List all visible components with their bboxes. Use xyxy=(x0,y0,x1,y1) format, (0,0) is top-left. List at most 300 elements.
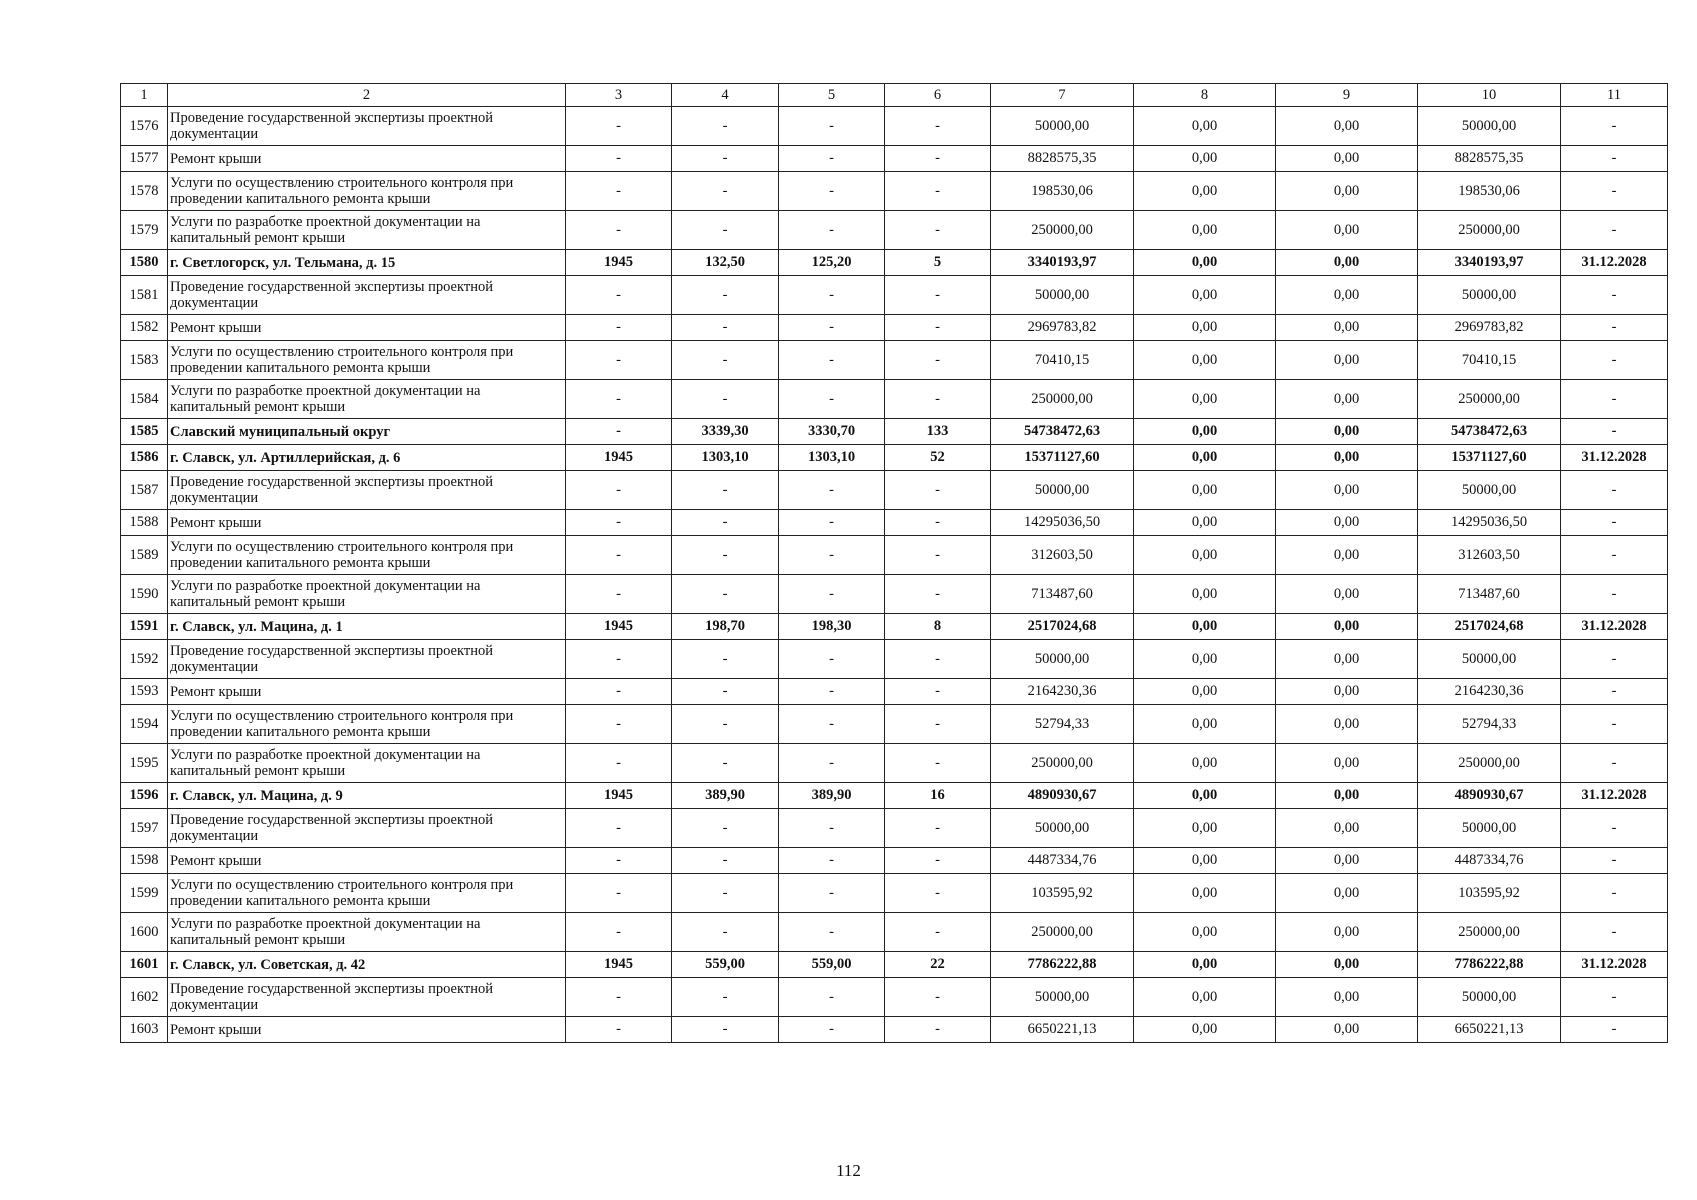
owner-funds-cell: 2517024,68 xyxy=(1418,614,1561,640)
living-area-cell: 1303,10 xyxy=(779,445,885,471)
table-row xyxy=(121,510,1668,536)
column-header: 9 xyxy=(1276,84,1418,107)
owner-funds-cell: 50000,00 xyxy=(1418,809,1561,848)
federal-funds-cell: 0,00 xyxy=(1134,380,1276,419)
completion-date-cell: - xyxy=(1561,640,1668,679)
work-name-cell: Ремонт крыши xyxy=(168,510,566,536)
residents-count-cell: - xyxy=(885,705,991,744)
build-year-cell: - xyxy=(566,744,672,783)
build-year-cell: - xyxy=(566,419,672,445)
total-cost-cell: 50000,00 xyxy=(991,978,1134,1017)
residents-count-cell: 5 xyxy=(885,250,991,276)
living-area-cell: - xyxy=(779,471,885,510)
table-row xyxy=(121,874,1668,913)
total-cost-cell: 4487334,76 xyxy=(991,848,1134,874)
owner-funds-cell: 50000,00 xyxy=(1418,276,1561,315)
regional-funds-cell: 0,00 xyxy=(1276,211,1418,250)
federal-funds-cell: 0,00 xyxy=(1134,1017,1276,1043)
living-area-cell: 125,20 xyxy=(779,250,885,276)
work-name-cell: Услуги по осуществлению строительного контроля при проведении капитального ремонта крыши xyxy=(168,341,566,380)
completion-date-cell: 31.12.2028 xyxy=(1561,445,1668,471)
federal-funds-cell: 0,00 xyxy=(1134,952,1276,978)
federal-funds-cell: 0,00 xyxy=(1134,250,1276,276)
federal-funds-cell: 0,00 xyxy=(1134,874,1276,913)
total-cost-cell: 250000,00 xyxy=(991,380,1134,419)
regional-funds-cell: 0,00 xyxy=(1276,419,1418,445)
living-area-cell: - xyxy=(779,809,885,848)
table-row xyxy=(121,471,1668,510)
work-name-cell: Услуги по осуществлению строительного контроля при проведении капитального ремонта крыши xyxy=(168,705,566,744)
living-area-cell: - xyxy=(779,640,885,679)
total-area-cell: 132,50 xyxy=(672,250,779,276)
row-number-cell: 1578 xyxy=(121,172,168,211)
owner-funds-cell: 50000,00 xyxy=(1418,471,1561,510)
build-year-cell: 1945 xyxy=(566,445,672,471)
completion-date-cell: 31.12.2028 xyxy=(1561,250,1668,276)
completion-date-cell: - xyxy=(1561,419,1668,445)
total-area-cell: - xyxy=(672,211,779,250)
row-number-cell: 1598 xyxy=(121,848,168,874)
row-number-cell: 1584 xyxy=(121,380,168,419)
completion-date-cell: 31.12.2028 xyxy=(1561,952,1668,978)
table-row xyxy=(121,1017,1668,1043)
completion-date-cell: 31.12.2028 xyxy=(1561,783,1668,809)
total-cost-cell: 250000,00 xyxy=(991,211,1134,250)
owner-funds-cell: 250000,00 xyxy=(1418,913,1561,952)
residents-count-cell: - xyxy=(885,107,991,146)
total-cost-cell: 4890930,67 xyxy=(991,783,1134,809)
work-name-cell: г. Славск, ул. Мацина, д. 9 xyxy=(168,783,566,809)
living-area-cell: - xyxy=(779,211,885,250)
table-row xyxy=(121,315,1668,341)
owner-funds-cell: 312603,50 xyxy=(1418,536,1561,575)
total-cost-cell: 15371127,60 xyxy=(991,445,1134,471)
owner-funds-cell: 50000,00 xyxy=(1418,978,1561,1017)
completion-date-cell: - xyxy=(1561,510,1668,536)
column-header: 11 xyxy=(1561,84,1668,107)
column-header: 8 xyxy=(1134,84,1276,107)
row-number-cell: 1588 xyxy=(121,510,168,536)
row-number-cell: 1593 xyxy=(121,679,168,705)
build-year-cell: - xyxy=(566,315,672,341)
build-year-cell: - xyxy=(566,172,672,211)
work-name-cell: Проведение государственной экспертизы проектной документации xyxy=(168,471,566,510)
build-year-cell: - xyxy=(566,575,672,614)
living-area-cell: - xyxy=(779,276,885,315)
living-area-cell: - xyxy=(779,510,885,536)
total-area-cell: 559,00 xyxy=(672,952,779,978)
table-row xyxy=(121,705,1668,744)
federal-funds-cell: 0,00 xyxy=(1134,315,1276,341)
owner-funds-cell: 8828575,35 xyxy=(1418,146,1561,172)
work-name-cell: Ремонт крыши xyxy=(168,315,566,341)
owner-funds-cell: 2164230,36 xyxy=(1418,679,1561,705)
work-name-cell: Услуги по разработке проектной документации на капитальный ремонт крыши xyxy=(168,913,566,952)
regional-funds-cell: 0,00 xyxy=(1276,1017,1418,1043)
work-name-cell: г. Светлогорск, ул. Тельмана, д. 15 xyxy=(168,250,566,276)
federal-funds-cell: 0,00 xyxy=(1134,211,1276,250)
federal-funds-cell: 0,00 xyxy=(1134,744,1276,783)
regional-funds-cell: 0,00 xyxy=(1276,510,1418,536)
completion-date-cell: 31.12.2028 xyxy=(1561,614,1668,640)
table-body xyxy=(121,84,1668,1043)
living-area-cell: - xyxy=(779,848,885,874)
regional-funds-cell: 0,00 xyxy=(1276,107,1418,146)
build-year-cell: 1945 xyxy=(566,783,672,809)
column-header: 2 xyxy=(168,84,566,107)
living-area-cell: - xyxy=(779,146,885,172)
residents-count-cell: - xyxy=(885,848,991,874)
build-year-cell: - xyxy=(566,341,672,380)
total-cost-cell: 14295036,50 xyxy=(991,510,1134,536)
build-year-cell: - xyxy=(566,211,672,250)
total-cost-cell: 2164230,36 xyxy=(991,679,1134,705)
completion-date-cell: - xyxy=(1561,536,1668,575)
work-name-cell: г. Славск, ул. Советская, д. 42 xyxy=(168,952,566,978)
total-cost-cell: 70410,15 xyxy=(991,341,1134,380)
build-year-cell: - xyxy=(566,913,672,952)
federal-funds-cell: 0,00 xyxy=(1134,848,1276,874)
residents-count-cell: - xyxy=(885,146,991,172)
capital-repair-table xyxy=(120,83,1668,1043)
work-name-cell: г. Славск, ул. Мацина, д. 1 xyxy=(168,614,566,640)
residents-count-cell: - xyxy=(885,536,991,575)
row-number-cell: 1587 xyxy=(121,471,168,510)
residents-count-cell: - xyxy=(885,315,991,341)
build-year-cell: - xyxy=(566,380,672,419)
row-number-cell: 1594 xyxy=(121,705,168,744)
table-row xyxy=(121,614,1668,640)
work-name-cell: Услуги по осуществлению строительного контроля при проведении капитального ремонта крыши xyxy=(168,536,566,575)
regional-funds-cell: 0,00 xyxy=(1276,536,1418,575)
table-row xyxy=(121,952,1668,978)
build-year-cell: 1945 xyxy=(566,952,672,978)
owner-funds-cell: 15371127,60 xyxy=(1418,445,1561,471)
federal-funds-cell: 0,00 xyxy=(1134,913,1276,952)
living-area-cell: - xyxy=(779,913,885,952)
column-header: 3 xyxy=(566,84,672,107)
row-number-cell: 1589 xyxy=(121,536,168,575)
build-year-cell: - xyxy=(566,978,672,1017)
federal-funds-cell: 0,00 xyxy=(1134,445,1276,471)
regional-funds-cell: 0,00 xyxy=(1276,250,1418,276)
row-number-cell: 1579 xyxy=(121,211,168,250)
owner-funds-cell: 250000,00 xyxy=(1418,380,1561,419)
owner-funds-cell: 4487334,76 xyxy=(1418,848,1561,874)
owner-funds-cell: 4890930,67 xyxy=(1418,783,1561,809)
completion-date-cell: - xyxy=(1561,146,1668,172)
row-number-cell: 1595 xyxy=(121,744,168,783)
owner-funds-cell: 70410,15 xyxy=(1418,341,1561,380)
federal-funds-cell: 0,00 xyxy=(1134,419,1276,445)
living-area-cell: - xyxy=(779,744,885,783)
federal-funds-cell: 0,00 xyxy=(1134,510,1276,536)
row-number-cell: 1585 xyxy=(121,419,168,445)
owner-funds-cell: 14295036,50 xyxy=(1418,510,1561,536)
table-row xyxy=(121,250,1668,276)
federal-funds-cell: 0,00 xyxy=(1134,978,1276,1017)
row-number-cell: 1590 xyxy=(121,575,168,614)
table-row xyxy=(121,107,1668,146)
total-cost-cell: 312603,50 xyxy=(991,536,1134,575)
build-year-cell: - xyxy=(566,874,672,913)
living-area-cell: - xyxy=(779,172,885,211)
table-row xyxy=(121,380,1668,419)
residents-count-cell: - xyxy=(885,380,991,419)
work-name-cell: Проведение государственной экспертизы проектной документации xyxy=(168,107,566,146)
work-name-cell: Ремонт крыши xyxy=(168,679,566,705)
living-area-cell: - xyxy=(779,679,885,705)
build-year-cell: - xyxy=(566,848,672,874)
build-year-cell: - xyxy=(566,510,672,536)
total-area-cell: - xyxy=(672,276,779,315)
column-number-header-row xyxy=(121,84,1668,107)
owner-funds-cell: 250000,00 xyxy=(1418,744,1561,783)
total-cost-cell: 103595,92 xyxy=(991,874,1134,913)
build-year-cell: - xyxy=(566,809,672,848)
living-area-cell: - xyxy=(779,575,885,614)
federal-funds-cell: 0,00 xyxy=(1134,679,1276,705)
residents-count-cell: - xyxy=(885,640,991,679)
residents-count-cell: - xyxy=(885,744,991,783)
federal-funds-cell: 0,00 xyxy=(1134,809,1276,848)
federal-funds-cell: 0,00 xyxy=(1134,640,1276,679)
residents-count-cell: - xyxy=(885,1017,991,1043)
living-area-cell: - xyxy=(779,341,885,380)
work-name-cell: Славский муниципальный округ xyxy=(168,419,566,445)
total-area-cell: - xyxy=(672,874,779,913)
total-area-cell: 389,90 xyxy=(672,783,779,809)
total-cost-cell: 8828575,35 xyxy=(991,146,1134,172)
residents-count-cell: - xyxy=(885,575,991,614)
completion-date-cell: - xyxy=(1561,1017,1668,1043)
table-row xyxy=(121,172,1668,211)
regional-funds-cell: 0,00 xyxy=(1276,471,1418,510)
build-year-cell: - xyxy=(566,107,672,146)
owner-funds-cell: 50000,00 xyxy=(1418,107,1561,146)
owner-funds-cell: 103595,92 xyxy=(1418,874,1561,913)
completion-date-cell: - xyxy=(1561,679,1668,705)
regional-funds-cell: 0,00 xyxy=(1276,575,1418,614)
table-row xyxy=(121,809,1668,848)
table-row xyxy=(121,445,1668,471)
work-name-cell: Проведение государственной экспертизы проектной документации xyxy=(168,809,566,848)
work-name-cell: Ремонт крыши xyxy=(168,848,566,874)
total-area-cell: - xyxy=(672,744,779,783)
total-area-cell: - xyxy=(672,471,779,510)
column-header: 5 xyxy=(779,84,885,107)
build-year-cell: - xyxy=(566,705,672,744)
living-area-cell: - xyxy=(779,315,885,341)
row-number-cell: 1592 xyxy=(121,640,168,679)
living-area-cell: - xyxy=(779,705,885,744)
work-name-cell: Ремонт крыши xyxy=(168,1017,566,1043)
completion-date-cell: - xyxy=(1561,276,1668,315)
regional-funds-cell: 0,00 xyxy=(1276,380,1418,419)
table-row xyxy=(121,276,1668,315)
total-cost-cell: 50000,00 xyxy=(991,107,1134,146)
build-year-cell: 1945 xyxy=(566,250,672,276)
owner-funds-cell: 713487,60 xyxy=(1418,575,1561,614)
regional-funds-cell: 0,00 xyxy=(1276,978,1418,1017)
column-header: 1 xyxy=(121,84,168,107)
total-cost-cell: 2969783,82 xyxy=(991,315,1134,341)
completion-date-cell: - xyxy=(1561,380,1668,419)
total-cost-cell: 50000,00 xyxy=(991,471,1134,510)
total-area-cell: - xyxy=(672,978,779,1017)
living-area-cell: - xyxy=(779,107,885,146)
total-area-cell: - xyxy=(672,380,779,419)
total-area-cell: 198,70 xyxy=(672,614,779,640)
work-name-cell: Услуги по разработке проектной документации на капитальный ремонт крыши xyxy=(168,380,566,419)
living-area-cell: 559,00 xyxy=(779,952,885,978)
residents-count-cell: - xyxy=(885,211,991,250)
regional-funds-cell: 0,00 xyxy=(1276,705,1418,744)
living-area-cell: - xyxy=(779,1017,885,1043)
total-area-cell: - xyxy=(672,172,779,211)
completion-date-cell: - xyxy=(1561,172,1668,211)
column-header: 10 xyxy=(1418,84,1561,107)
total-cost-cell: 198530,06 xyxy=(991,172,1134,211)
table-row xyxy=(121,211,1668,250)
residents-count-cell: 8 xyxy=(885,614,991,640)
residents-count-cell: - xyxy=(885,874,991,913)
regional-funds-cell: 0,00 xyxy=(1276,744,1418,783)
total-area-cell: 1303,10 xyxy=(672,445,779,471)
regional-funds-cell: 0,00 xyxy=(1276,276,1418,315)
residents-count-cell: - xyxy=(885,341,991,380)
row-number-cell: 1596 xyxy=(121,783,168,809)
residents-count-cell: 52 xyxy=(885,445,991,471)
regional-funds-cell: 0,00 xyxy=(1276,679,1418,705)
regional-funds-cell: 0,00 xyxy=(1276,913,1418,952)
regional-funds-cell: 0,00 xyxy=(1276,146,1418,172)
living-area-cell: - xyxy=(779,380,885,419)
total-area-cell: - xyxy=(672,107,779,146)
work-name-cell: Ремонт крыши xyxy=(168,146,566,172)
build-year-cell: - xyxy=(566,1017,672,1043)
completion-date-cell: - xyxy=(1561,575,1668,614)
completion-date-cell: - xyxy=(1561,471,1668,510)
federal-funds-cell: 0,00 xyxy=(1134,575,1276,614)
build-year-cell: - xyxy=(566,471,672,510)
total-cost-cell: 54738472,63 xyxy=(991,419,1134,445)
table-row xyxy=(121,575,1668,614)
work-name-cell: Услуги по разработке проектной документации на капитальный ремонт крыши xyxy=(168,744,566,783)
table-row xyxy=(121,744,1668,783)
owner-funds-cell: 50000,00 xyxy=(1418,640,1561,679)
completion-date-cell: - xyxy=(1561,809,1668,848)
owner-funds-cell: 250000,00 xyxy=(1418,211,1561,250)
living-area-cell: - xyxy=(779,978,885,1017)
table-row xyxy=(121,341,1668,380)
row-number-cell: 1582 xyxy=(121,315,168,341)
residents-count-cell: - xyxy=(885,471,991,510)
work-name-cell: Услуги по осуществлению строительного контроля при проведении капитального ремонта крыши xyxy=(168,874,566,913)
regional-funds-cell: 0,00 xyxy=(1276,783,1418,809)
table-row xyxy=(121,783,1668,809)
work-name-cell: Услуги по разработке проектной документации на капитальный ремонт крыши xyxy=(168,211,566,250)
table-row xyxy=(121,146,1668,172)
total-area-cell: - xyxy=(672,575,779,614)
completion-date-cell: - xyxy=(1561,107,1668,146)
federal-funds-cell: 0,00 xyxy=(1134,276,1276,315)
completion-date-cell: - xyxy=(1561,848,1668,874)
row-number-cell: 1603 xyxy=(121,1017,168,1043)
table-row xyxy=(121,679,1668,705)
living-area-cell: 3330,70 xyxy=(779,419,885,445)
total-area-cell: - xyxy=(672,536,779,575)
table-row xyxy=(121,978,1668,1017)
federal-funds-cell: 0,00 xyxy=(1134,783,1276,809)
work-name-cell: г. Славск, ул. Артиллерийская, д. 6 xyxy=(168,445,566,471)
completion-date-cell: - xyxy=(1561,744,1668,783)
total-area-cell: - xyxy=(672,809,779,848)
row-number-cell: 1599 xyxy=(121,874,168,913)
living-area-cell: - xyxy=(779,536,885,575)
row-number-cell: 1601 xyxy=(121,952,168,978)
residents-count-cell: 133 xyxy=(885,419,991,445)
owner-funds-cell: 3340193,97 xyxy=(1418,250,1561,276)
total-area-cell: - xyxy=(672,679,779,705)
residents-count-cell: - xyxy=(885,978,991,1017)
owner-funds-cell: 52794,33 xyxy=(1418,705,1561,744)
completion-date-cell: - xyxy=(1561,211,1668,250)
row-number-cell: 1581 xyxy=(121,276,168,315)
total-cost-cell: 50000,00 xyxy=(991,809,1134,848)
owner-funds-cell: 6650221,13 xyxy=(1418,1017,1561,1043)
living-area-cell: 198,30 xyxy=(779,614,885,640)
living-area-cell: - xyxy=(779,874,885,913)
work-name-cell: Услуги по осуществлению строительного контроля при проведении капитального ремонта крыши xyxy=(168,172,566,211)
row-number-cell: 1580 xyxy=(121,250,168,276)
federal-funds-cell: 0,00 xyxy=(1134,471,1276,510)
owner-funds-cell: 198530,06 xyxy=(1418,172,1561,211)
total-area-cell: - xyxy=(672,315,779,341)
owner-funds-cell: 7786222,88 xyxy=(1418,952,1561,978)
federal-funds-cell: 0,00 xyxy=(1134,536,1276,575)
completion-date-cell: - xyxy=(1561,913,1668,952)
total-cost-cell: 250000,00 xyxy=(991,744,1134,783)
total-cost-cell: 50000,00 xyxy=(991,640,1134,679)
regional-funds-cell: 0,00 xyxy=(1276,848,1418,874)
row-number-cell: 1583 xyxy=(121,341,168,380)
residents-count-cell: - xyxy=(885,809,991,848)
owner-funds-cell: 2969783,82 xyxy=(1418,315,1561,341)
total-area-cell: - xyxy=(672,341,779,380)
living-area-cell: 389,90 xyxy=(779,783,885,809)
work-name-cell: Проведение государственной экспертизы проектной документации xyxy=(168,276,566,315)
column-header: 6 xyxy=(885,84,991,107)
regional-funds-cell: 0,00 xyxy=(1276,874,1418,913)
residents-count-cell: - xyxy=(885,276,991,315)
residents-count-cell: - xyxy=(885,679,991,705)
work-name-cell: Проведение государственной экспертизы проектной документации xyxy=(168,978,566,1017)
federal-funds-cell: 0,00 xyxy=(1134,705,1276,744)
total-cost-cell: 50000,00 xyxy=(991,276,1134,315)
total-cost-cell: 2517024,68 xyxy=(991,614,1134,640)
regional-funds-cell: 0,00 xyxy=(1276,614,1418,640)
residents-count-cell: - xyxy=(885,172,991,211)
total-cost-cell: 3340193,97 xyxy=(991,250,1134,276)
federal-funds-cell: 0,00 xyxy=(1134,172,1276,211)
federal-funds-cell: 0,00 xyxy=(1134,107,1276,146)
residents-count-cell: - xyxy=(885,913,991,952)
total-cost-cell: 52794,33 xyxy=(991,705,1134,744)
table-row xyxy=(121,640,1668,679)
table-row xyxy=(121,913,1668,952)
build-year-cell: 1945 xyxy=(566,614,672,640)
